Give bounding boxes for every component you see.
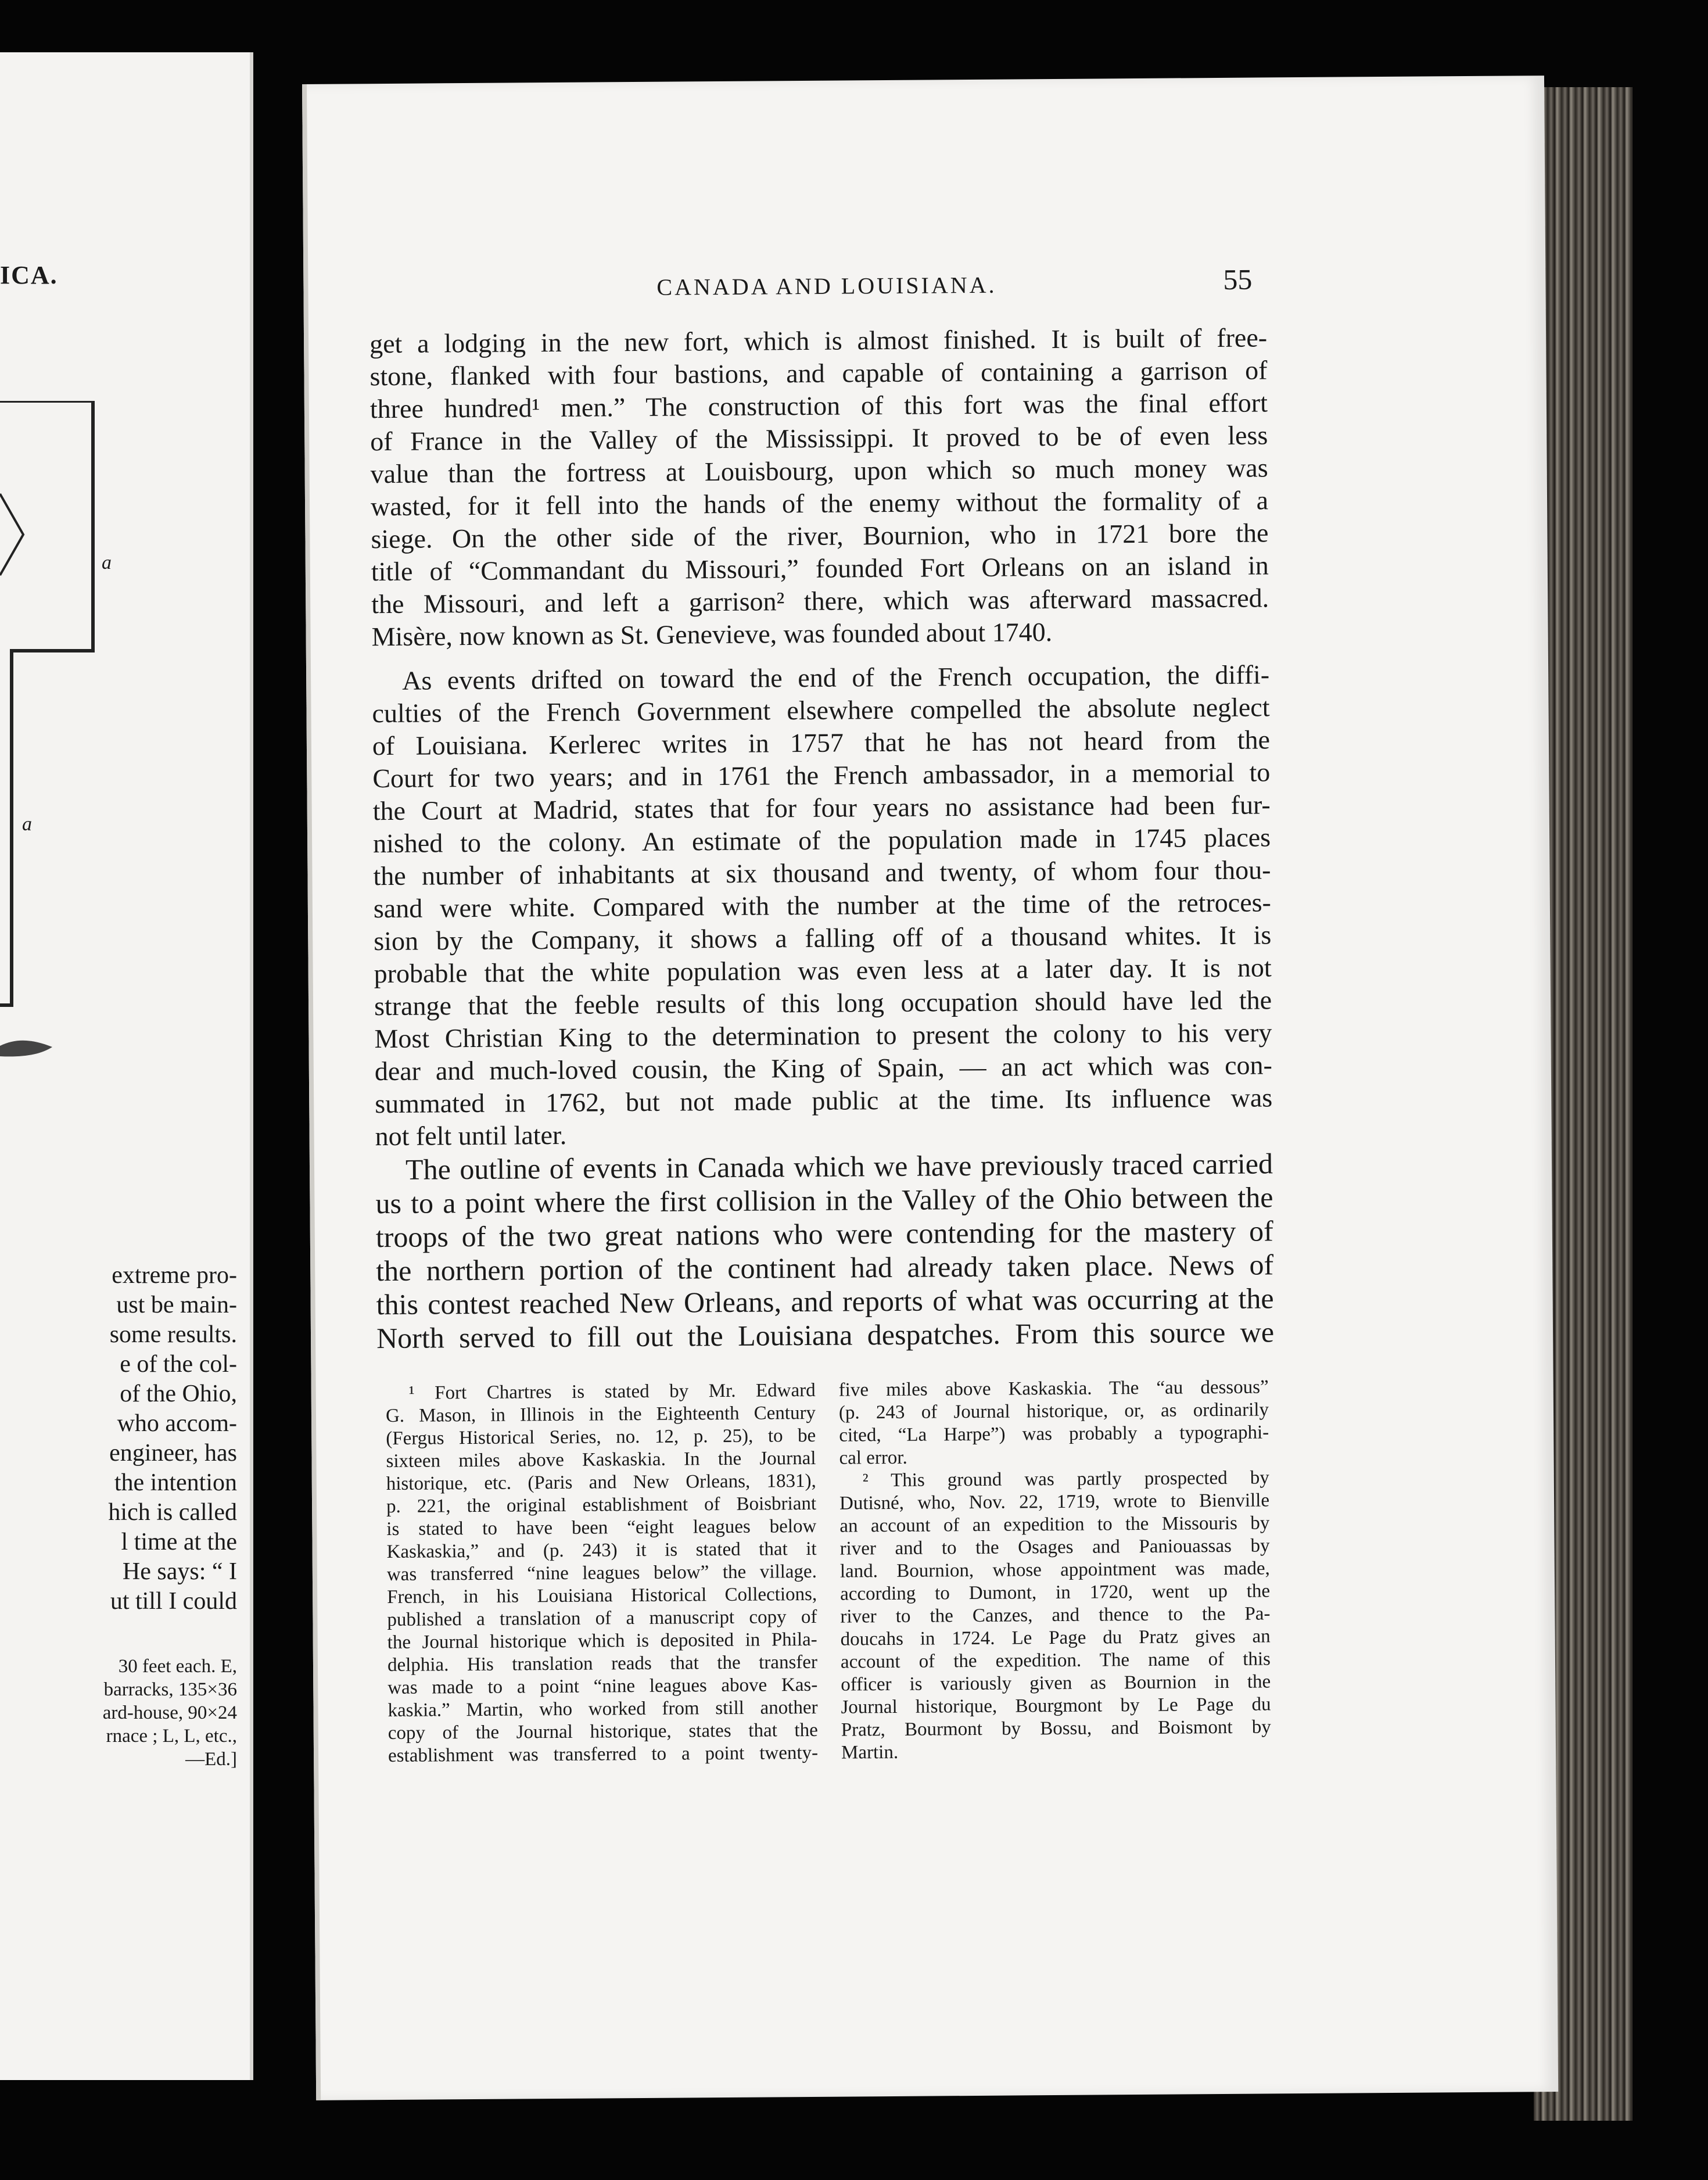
text-line: troops of the two great nations who were contending for the mastery of — [375, 1214, 1274, 1254]
paragraph-3 — [375, 1146, 1274, 1355]
footnote-line: land. Bournion, whose appointment was made, — [839, 1558, 1270, 1582]
text-line: Misère, now known as St. Genevieve, was founded about 1740. — [371, 617, 1053, 652]
text-line: strange that the feeble results of this long occupation should have led the — [374, 985, 1272, 1021]
footnote-line: Kaskaskia,” and (p. 243) it is stated that it — [386, 1538, 817, 1563]
text-line: dear and much-loved cousin, the King of Spain, — an act which was con- — [374, 1050, 1273, 1087]
page-number: 55 — [1223, 263, 1253, 296]
text-line: probable that the white population was even less at a later day. It is not — [374, 952, 1272, 989]
footnote-line: five miles above Kaskaskia. The “au dessous” — [838, 1376, 1269, 1401]
footnote-line: (p. 243 of Journal historique, or, as ordinarily — [838, 1399, 1269, 1424]
text-line: He says: “ I — [122, 1558, 237, 1585]
text-line: sand were white. Compared with the number at the time of the retroces- — [373, 887, 1272, 924]
footnote-line: rnace ; L, L, etc., — [106, 1726, 237, 1747]
text-line: Court for two years; and in 1761 the French ambassador, in a memorial to — [372, 757, 1271, 794]
text-line: North served to fill out the Louisiana despatches. From this source we — [376, 1315, 1275, 1355]
footnote-line: kaskia.” Martin, who worked from still another — [387, 1697, 818, 1722]
riverbank-sketch — [0, 1041, 52, 1057]
footnote-line: —Ed.] — [185, 1749, 237, 1770]
text-line: siege. On the other side of the river, Bournion, who in 1721 bore the — [371, 518, 1269, 554]
text-line: title of “Commandant du Missouri,” founded Fort Orleans on an island in — [371, 550, 1269, 587]
footnote-line: Journal historique, Bourgmont by Le Page du — [841, 1694, 1271, 1718]
footnote-line: p. 221, the original establishment of Boisbriant — [386, 1493, 817, 1518]
text-line: stone, flanked with four bastions, and capable of containing a garrison of — [369, 355, 1268, 392]
footnote-line: sixteen miles above Kaskaskia. In the Journal — [386, 1447, 816, 1472]
text-line: culties of the French Government elsewhere compelled the absolute neglect — [372, 692, 1270, 729]
text-line: this contest reached New Orleans, and reports of what was occurring at the — [376, 1282, 1274, 1321]
text-line: us to a point where the first collision in the Valley of the Ohio between the — [375, 1181, 1273, 1220]
running-head: CANADA AND LOUISIANA. — [656, 271, 997, 300]
footnote-line: cal error. — [839, 1447, 907, 1469]
text-line: the Missouri, and left a garrison² there, which was afterward massacred. — [371, 583, 1269, 619]
footnote-line: an account of an expedition to the Missouris by — [839, 1512, 1270, 1537]
footnote-line: is stated to have been “eight leagues below — [386, 1515, 817, 1540]
footnote-line: barracks, 135×36 — [103, 1679, 237, 1700]
footnote-line: the Journal historique which is deposited in Phila- — [387, 1629, 817, 1654]
text-line: not felt until later. — [375, 1120, 567, 1152]
right-page — [302, 76, 1558, 2100]
footnote-line: ² This ground was partly prospected by — [862, 1467, 1269, 1491]
left-page — [0, 52, 253, 2080]
paragraph-1 — [369, 321, 1269, 653]
fort-plan-diagram — [0, 401, 250, 1098]
text-line: value than the fortress at Louisbourg, upon which so much money was — [370, 453, 1268, 489]
paragraph-2 — [372, 658, 1273, 1153]
footnote-line: officer is variously given as Bournion in the — [841, 1671, 1271, 1695]
footnote-line: was transferred “nine leagues below” the village. — [386, 1561, 817, 1586]
footnote-line: Pratz, Bourmont by Bossu, and Boismont by — [841, 1716, 1271, 1741]
footnote-line: doucahs in 1724. Le Page du Pratz gives an — [840, 1626, 1271, 1650]
text-line: get a lodging in the new fort, which is almost finished. It is built of free- — [369, 322, 1268, 359]
text-line: who accom- — [117, 1410, 237, 1437]
footnote-line: 30 feet each. E, — [118, 1656, 237, 1677]
text-line: of France in the Valley of the Mississippi. It proved to be of even less — [370, 420, 1268, 457]
footnote-line: river and to the Osages and Paniouassas by — [839, 1535, 1270, 1559]
footnote-line: Dutisné, who, Nov. 22, 1719, wrote to Bienville — [839, 1490, 1270, 1514]
figure-label-a-upper: a — [102, 552, 112, 573]
left-page-footnote — [0, 1655, 250, 1771]
footnote-line: was made to a point “nine leagues above Kas- — [387, 1674, 818, 1699]
footnote-line: copy of the Journal historique, states that the — [387, 1719, 818, 1744]
fort-plan-bastion — [0, 494, 23, 575]
footnote-line: cited, “La Harpe”) was probably a typographi- — [839, 1422, 1269, 1446]
footnote-line: Martin. — [841, 1741, 899, 1763]
footnote-line: according to Dumont, in 1720, went up the — [840, 1580, 1271, 1605]
footnote-line: delphia. His translation reads that the transfer — [387, 1651, 818, 1676]
text-line: nished to the colony. An estimate of the population made in 1745 places — [372, 822, 1271, 859]
text-line: As events drifted on toward the end of the French occupation, the diffi- — [401, 659, 1270, 695]
text-line: Most Christian King to the determination to present the colony to his very — [374, 1017, 1272, 1054]
text-line: summated in 1762, but not made public at the time. Its influence was — [375, 1082, 1273, 1119]
footnote-line: ard-house, 90×24 — [102, 1702, 237, 1723]
text-line: three hundred¹ men.” The construction of this fort was the final effort — [369, 388, 1268, 424]
text-line: e of the col- — [120, 1351, 237, 1378]
footnote-line: account of the expedition. The name of this — [840, 1648, 1271, 1673]
text-line: some results. — [109, 1321, 237, 1348]
footnote-line: (Fergus Historical Series, no. 12, p. 25), to be — [386, 1425, 816, 1450]
text-line: of the Ohio, — [120, 1381, 237, 1407]
text-line: ut till I could — [110, 1588, 237, 1615]
footnotes-right-column — [839, 1376, 1272, 1764]
text-line: The outline of events in Canada which we have previously traced carried — [405, 1147, 1273, 1186]
text-line: hich is called — [108, 1499, 237, 1526]
left-page-header: ICA. — [0, 261, 58, 289]
text-line: engineer, has — [109, 1440, 237, 1467]
footnote-line: establishment was transferred to a point twenty- — [387, 1742, 819, 1767]
footnote-line: historique, etc. (Paris and New Orleans, 1831), — [386, 1470, 816, 1495]
text-line: of Louisiana. Kerlerec writes in 1757 that he has not heard from the — [372, 725, 1271, 761]
footnote-line: river to the Canzes, and thence to the Pa- — [840, 1603, 1271, 1627]
footnote-line: G. Mason, in Illinois in the Eighteenth Century — [385, 1402, 816, 1427]
footnote-line: published a translation of a manuscript copy of — [387, 1606, 817, 1631]
footnote-line: French, in his Louisiana Historical Collections, — [387, 1583, 817, 1608]
text-line: wasted, for it fell into the hands of the enemy without the formality of a — [370, 485, 1269, 522]
figure-label-a-lower: a — [22, 813, 32, 835]
left-page-body-text — [0, 1261, 250, 1616]
footnote-line: ¹ Fort Chartres is stated by Mr. Edward — [408, 1379, 816, 1404]
text-line: ust be main- — [116, 1292, 237, 1318]
text-line: the Court at Madrid, states that for four years no assistance had been fur- — [372, 790, 1271, 826]
text-line: l time at the — [121, 1529, 237, 1555]
text-line: the intention — [114, 1469, 237, 1496]
fort-plan-outline — [0, 401, 93, 1005]
text-line: sion by the Company, it shows a falling off of a thousand whites. It is — [374, 920, 1272, 956]
text-line: the number of inhabitants at six thousand and twenty, of whom four thou- — [373, 855, 1271, 891]
text-line: the northern portion of the continent had already taken place. News of — [376, 1248, 1274, 1288]
footnotes-left-column — [386, 1379, 819, 1767]
text-line: extreme pro- — [112, 1262, 237, 1289]
